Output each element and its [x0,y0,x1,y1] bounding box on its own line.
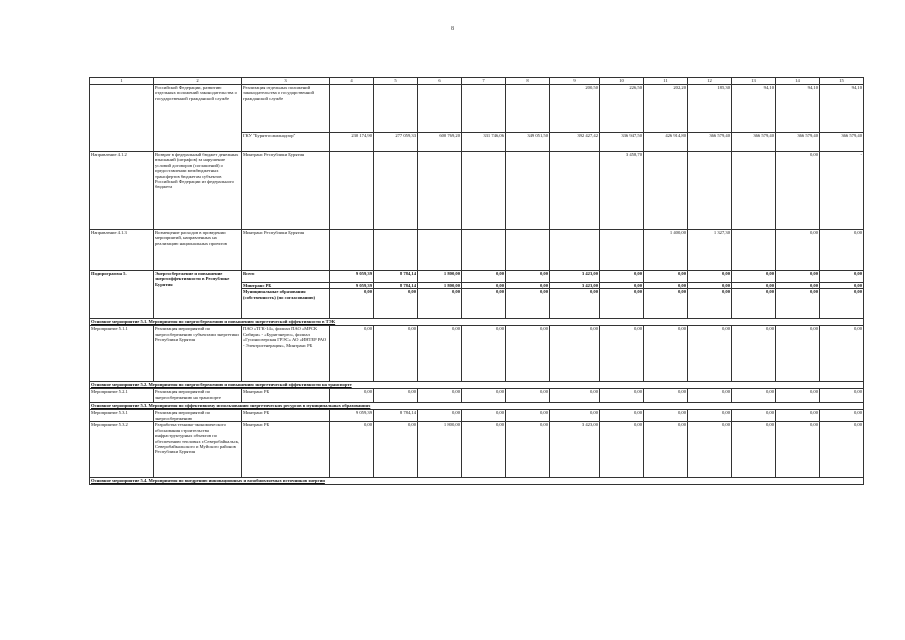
value-cell: 185,30 [688,85,732,133]
value-cell: 0,00 [462,289,506,319]
value-cell: 0,00 [600,271,644,283]
value-cell: 0,00 [600,283,644,289]
value-cell: 202,20 [644,85,688,133]
value-cell: 277 059,33 [374,133,418,152]
value-cell [418,230,462,271]
value-cell: 0,00 [462,326,506,382]
value-cell: 392 427,42 [550,133,600,152]
value-cell [550,230,600,271]
value-cell: 0,00 [732,271,776,283]
value-cell [374,152,418,230]
value-cell: 0,00 [688,271,732,283]
value-cell: 0,00 [462,283,506,289]
column-number-header: 5 [374,78,418,85]
value-cell: 0,00 [644,289,688,319]
column-number-header: 12 [688,78,732,85]
value-cell: 8 784,14 [374,410,418,422]
value-cell: 0,00 [462,422,506,478]
column-number-header: 11 [644,78,688,85]
table-row [90,230,864,271]
event-name-cell: Разработка технико-экономического обоснования строительства инфраструктурных объектов по обеспечению тепловых г.Северобайкальск, Северобайкальского и Муйского районов Республики Бурятия [154,422,242,478]
value-cell: 0,00 [506,422,550,478]
executor-cell: Реализация отдельных положений законодательства о государственной гражданской службе [242,85,330,133]
column-number-header: 3 [242,78,330,85]
value-cell: 0,00 [506,271,550,283]
section-row [90,319,864,326]
column-number-header: 9 [550,78,600,85]
value-cell: 0,00 [550,389,600,403]
value-cell: 0,00 [418,410,462,422]
executor-cell: Муниципальные образования (собственность) (по согласованию) [242,289,330,319]
event-name-cell: Реализация мероприятий по энергосбережению [154,410,242,422]
value-cell: 0,00 [374,422,418,478]
value-cell [462,152,506,230]
section-row [90,382,864,389]
section-title: Основное мероприятие 5.3. Мероприятия по эффективному использованию энергетических ресурсов в муниципальных образованиях [90,403,864,410]
value-cell: 366 579,40 [732,133,776,152]
value-cell: 366 579,40 [820,133,864,152]
column-number-header: 13 [732,78,776,85]
table-row [90,326,864,382]
value-cell: 0,00 [820,289,864,319]
event-number-cell: Мероприятие 5.1.1 [90,326,154,382]
value-cell: 426 914,80 [644,133,688,152]
value-cell: 0,00 [688,283,732,289]
value-cell: 0,00 [330,326,374,382]
value-cell: 8 784,14 [374,283,418,289]
value-cell [330,85,374,133]
value-cell: 0,00 [330,422,374,478]
value-cell: 0,00 [732,289,776,319]
event-number-cell: Мероприятие 5.3.2 [90,422,154,478]
value-cell: 331 746,06 [462,133,506,152]
column-number-header: 6 [418,78,462,85]
value-cell: 0,00 [644,271,688,283]
value-cell: 0,00 [776,422,820,478]
value-cell: 0,00 [330,389,374,403]
executor-cell: ПАО «ТГК-14», филиал ПАО «МРСК Сибири» - «Бурятэнерго», филиал «Гусиноозерская ГРЭС» АО «ИНТЕР РАО - Электрогенерация», Минтранс РБ [242,326,330,382]
executor-cell: Минтранс РБ [242,410,330,422]
table-row [90,152,864,230]
event-name-cell: Реализация мероприятий по энергосбережению субъектами энергетики Республики Бурятия [154,326,242,382]
subprogram-cell: Подпрограмма 5. [90,271,154,319]
value-cell: 3 423,00 [550,271,600,283]
value-cell: 0,00 [820,410,864,422]
event-name-cell: Российской Федерации, развитию отдельных положений законодательства о государственной гражданской службе [154,85,242,152]
column-number-header: 14 [776,78,820,85]
value-cell: 1 800,00 [418,283,462,289]
value-cell: 0,00 [418,289,462,319]
value-cell: 0,00 [732,422,776,478]
table-row [90,410,864,422]
value-cell [462,230,506,271]
value-cell [418,152,462,230]
column-number-header: 15 [820,78,864,85]
value-cell: 1 327,30 [688,230,732,271]
value-cell: 0,00 [820,283,864,289]
value-cell [506,230,550,271]
value-cell: 3 423,00 [550,283,600,289]
value-cell: 0,00 [600,289,644,319]
value-cell: 8 784,14 [374,271,418,283]
value-cell: 0,00 [644,410,688,422]
event-number-cell: Мероприятие 5.2.1 [90,389,154,403]
executor-cell: ГКУ "Бурятгосжилнадзор" [242,133,330,152]
value-cell: 349 051,50 [506,133,550,152]
table-row [90,389,864,403]
value-cell: 0,00 [820,230,864,271]
value-cell: 0,00 [418,326,462,382]
value-cell: 94,10 [776,85,820,133]
value-cell: 0,00 [688,389,732,403]
value-cell: 1 800,00 [418,271,462,283]
executor-cell: Минтранс Республики Бурятия [242,152,330,230]
column-number-header: 2 [154,78,242,85]
value-cell: 600 769,20 [418,133,462,152]
value-cell: 0,00 [732,326,776,382]
value-cell: 0,00 [330,289,374,319]
column-number-header: 8 [506,78,550,85]
value-cell: 0,00 [644,422,688,478]
executor-cell: Минтранс РБ [242,422,330,478]
value-cell: 0,00 [732,410,776,422]
value-cell: 0,00 [374,389,418,403]
value-cell: 226,50 [600,85,644,133]
direction-cell: Направление 4.1.3 [90,230,154,271]
executor-cell: Минтранс РБ [242,283,330,289]
column-number-header: 7 [462,78,506,85]
value-cell: 0,00 [776,271,820,283]
value-cell: 9 059,39 [330,410,374,422]
value-cell: 0,00 [462,271,506,283]
direction-cell: Направление 4.1.2 [90,152,154,230]
value-cell: 0,00 [506,283,550,289]
executor-cell: Минтранс РБ [242,389,330,403]
value-cell: 0,00 [776,389,820,403]
value-cell [506,152,550,230]
section-title: Основное мероприятие 5.4. Мероприятия по внедрению инновационных и возобновляемых источников энергии [90,478,864,485]
executor-cell: Всего [242,271,330,283]
value-cell: 0,00 [776,152,820,230]
value-cell [550,152,600,230]
table-row [90,85,864,133]
value-cell: 200,50 [550,85,600,133]
value-cell: 9 059,39 [330,283,374,289]
value-cell: 0,00 [644,326,688,382]
value-cell: 0,00 [600,389,644,403]
value-cell: 0,00 [506,326,550,382]
value-cell [374,85,418,133]
column-number-header: 4 [330,78,374,85]
value-cell: 0,00 [374,289,418,319]
value-cell: 0,00 [600,422,644,478]
value-cell [418,85,462,133]
value-cell [462,85,506,133]
value-cell: 0,00 [644,283,688,289]
value-cell: 94,10 [820,85,864,133]
value-cell: 366 579,40 [688,133,732,152]
value-cell: 0,00 [688,326,732,382]
value-cell: 0,00 [550,289,600,319]
budget-table [89,77,864,485]
value-cell: 0,00 [550,326,600,382]
value-cell [330,152,374,230]
value-cell: 0,00 [688,422,732,478]
value-cell [732,230,776,271]
section-title: Основное мероприятие 5.1. Мероприятия по энергосбережению и повышению энергетической эффективности в ТЭК [90,319,864,326]
value-cell: 3 423,00 [550,422,600,478]
value-cell: 0,00 [506,410,550,422]
value-cell: 1 800,00 [418,422,462,478]
column-number-header: 10 [600,78,644,85]
direction-cell [90,85,154,152]
value-cell: 0,00 [820,389,864,403]
value-cell: 0,00 [374,326,418,382]
value-cell: 0,00 [550,410,600,422]
value-cell: 0,00 [506,389,550,403]
value-cell: 3 458,70 [600,152,644,230]
value-cell: 0,00 [462,410,506,422]
event-name-cell: Возврат в федеральный бюджет денежных взысканий (штрафов) за нарушение условий договоров (соглашений) о предоставлении межбюджетных трансфертов бюджетам субъектов Российской Федерации из федерального бюджета [154,152,242,230]
value-cell: - [820,152,864,230]
value-cell [330,230,374,271]
table-header-row [90,78,864,85]
value-cell [506,85,550,133]
value-cell: 336 947,50 [600,133,644,152]
value-cell: 0,00 [776,283,820,289]
value-cell: 0,00 [506,289,550,319]
value-cell: 0,00 [820,422,864,478]
executor-cell: Минтранс Республики Бурятия [242,230,330,271]
value-cell [732,152,776,230]
value-cell: 366 579,40 [776,133,820,152]
value-cell: 0,00 [688,410,732,422]
value-cell [644,152,688,230]
value-cell: 0,00 [732,283,776,289]
value-cell [688,152,732,230]
value-cell: 230 174,90 [330,133,374,152]
value-cell: 0,00 [820,326,864,382]
event-number-cell: Мероприятие 5.3.1 [90,410,154,422]
value-cell: 0,00 [820,271,864,283]
value-cell: 0,00 [600,326,644,382]
value-cell [374,230,418,271]
table-row [90,271,864,283]
value-cell: 0,00 [644,389,688,403]
column-number-header: 1 [90,78,154,85]
event-name-cell: Возмещение расходов в проведении мероприятий, направленных на реализацию национальных проектов [154,230,242,271]
value-cell: 0,00 [462,389,506,403]
page-number: 8 [451,26,454,32]
value-cell: 0,00 [776,410,820,422]
value-cell: 0,00 [732,389,776,403]
subprogram-name-cell: Энергосбережение и повышение энергоэффективности в Республике Бурятия [154,271,242,319]
value-cell: 9 059,39 [330,271,374,283]
value-cell: 0,00 [418,389,462,403]
value-cell: 0,00 [776,326,820,382]
value-cell: 1 400,00 [644,230,688,271]
value-cell: 94,10 [732,85,776,133]
value-cell: 0,00 [776,289,820,319]
section-row [90,478,864,485]
table-row [90,422,864,478]
value-cell [600,230,644,271]
value-cell: 0,00 [600,410,644,422]
event-name-cell: Реализация мероприятий по энергосбережению на транспорте [154,389,242,403]
value-cell: 0,00 [688,289,732,319]
section-row [90,403,864,410]
section-title: Основное мероприятие 5.2. Мероприятия по энергосбережению и повышению энергетической эффективности на транспорте [90,382,864,389]
value-cell: 0,00 [776,230,820,271]
